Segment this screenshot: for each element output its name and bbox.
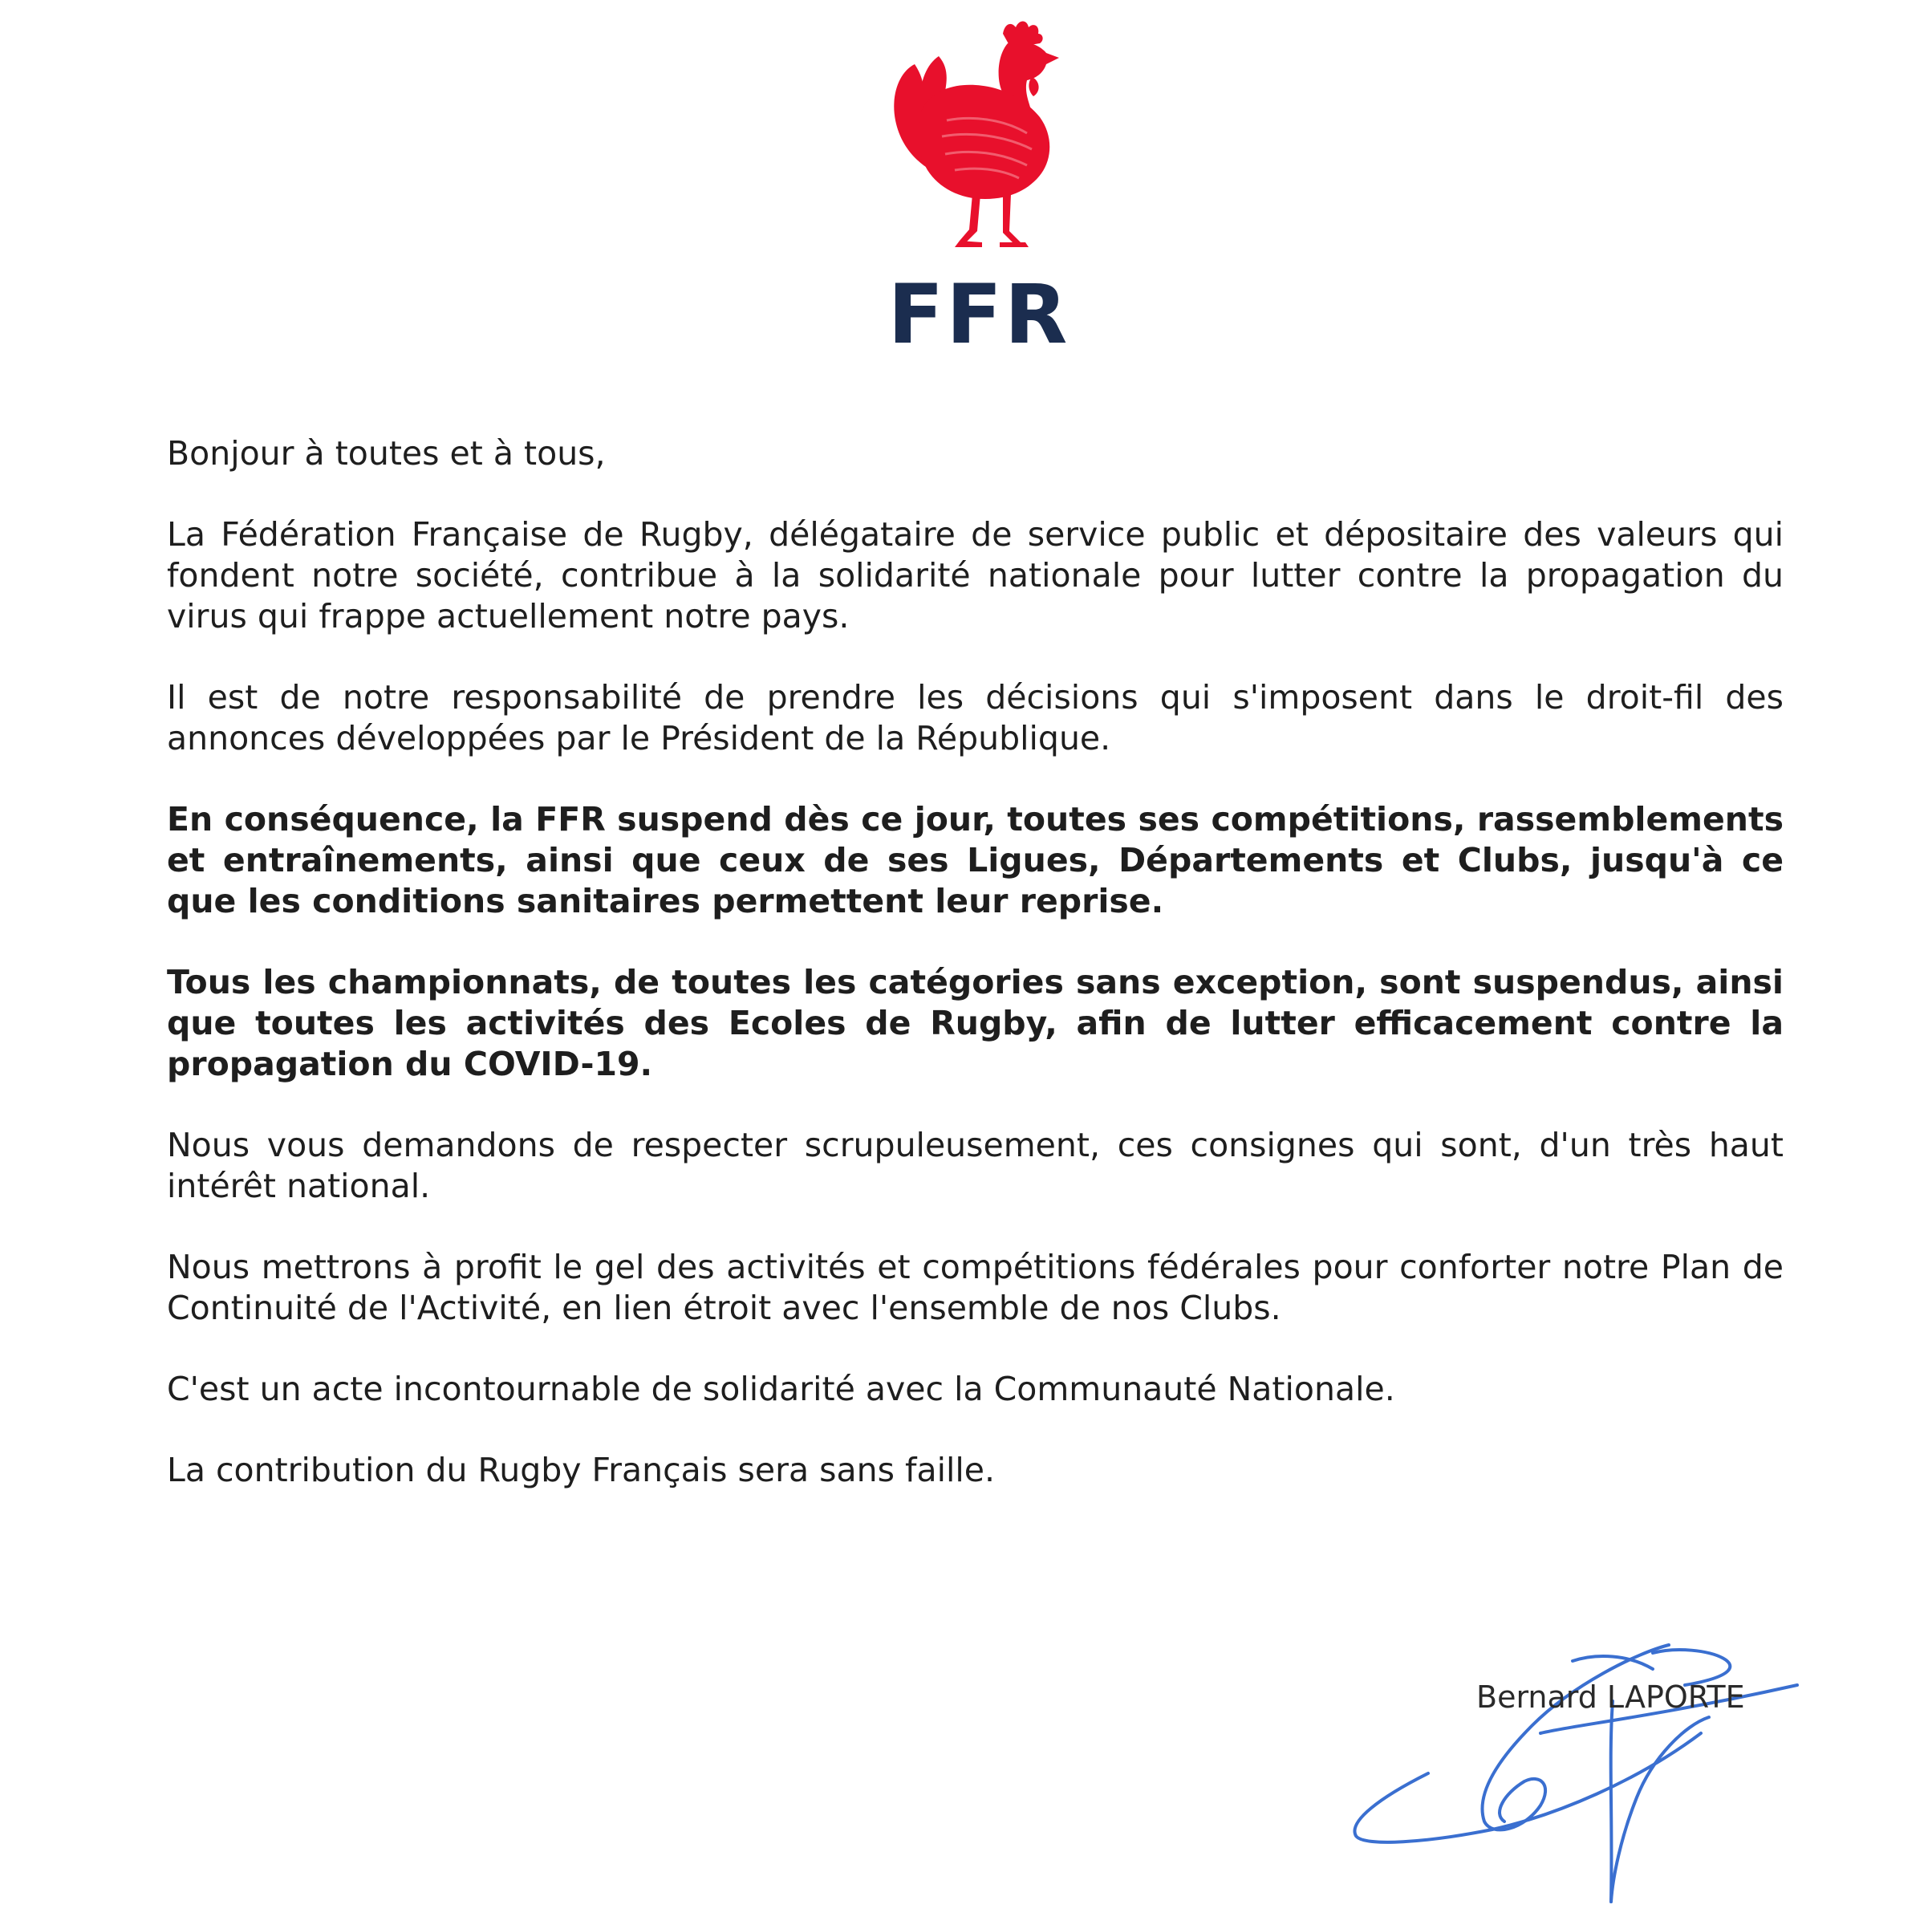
handwritten-signature bbox=[1332, 1637, 1813, 1910]
letter-body bbox=[167, 433, 1784, 1531]
paragraph-continuity: Nous mettrons à profit le gel des activités et compétitions fédérales pour conforter notre Plan de Continuité de l'Activité, en lien étroit avec l'ensemble de nos Clubs. bbox=[167, 1248, 1784, 1327]
paragraph-intro: La Fédération Française de Rugby, délégataire de service public et dépositaire des valeurs qui fondent notre société, contribue à la solidarité nationale pour lutter contre la propagation du virus qui frappe actuellement notre pays. bbox=[167, 515, 1784, 636]
paragraph-contribution: La contribution du Rugby Français sera sans faille. bbox=[167, 1451, 996, 1489]
signatory-name: Bernard LAPORTE bbox=[1476, 1679, 1745, 1715]
paragraph-responsibility: Il est de notre responsabilité de prendre les décisions qui s'imposent dans le droit-fil des annonces développées par le Président de la République. bbox=[167, 678, 1784, 757]
signature-block bbox=[1332, 1637, 1813, 1910]
ffr-wordmark: FFR bbox=[887, 267, 1070, 363]
paragraph-request: Nous vous demandons de respecter scrupuleusement, ces consignes qui sont, d'un très haut intérêt national. bbox=[167, 1126, 1784, 1205]
paragraph-championships: Tous les championnats, de toutes les catégories sans exception, sont suspendus, ainsi que toutes les activités des Ecoles de Rugby, afin de lutter efficacement contre la propagation du COVID-19. bbox=[167, 963, 1784, 1083]
paragraph-solidarity: C'est un acte incontournable de solidarité avec la Communauté Nationale. bbox=[167, 1370, 1395, 1408]
rooster-icon bbox=[883, 16, 1075, 257]
greeting: Bonjour à toutes et à tous, bbox=[167, 434, 606, 473]
paragraph-suspension: En conséquence, la FFR suspend dès ce jour, toutes ses compétitions, rassemblements et entraînements, ainsi que ceux de ses Ligues, Départements et Clubs, jusqu'à ce que les conditions sanitaires permettent leur reprise. bbox=[167, 800, 1784, 920]
ffr-logo bbox=[858, 16, 1099, 363]
